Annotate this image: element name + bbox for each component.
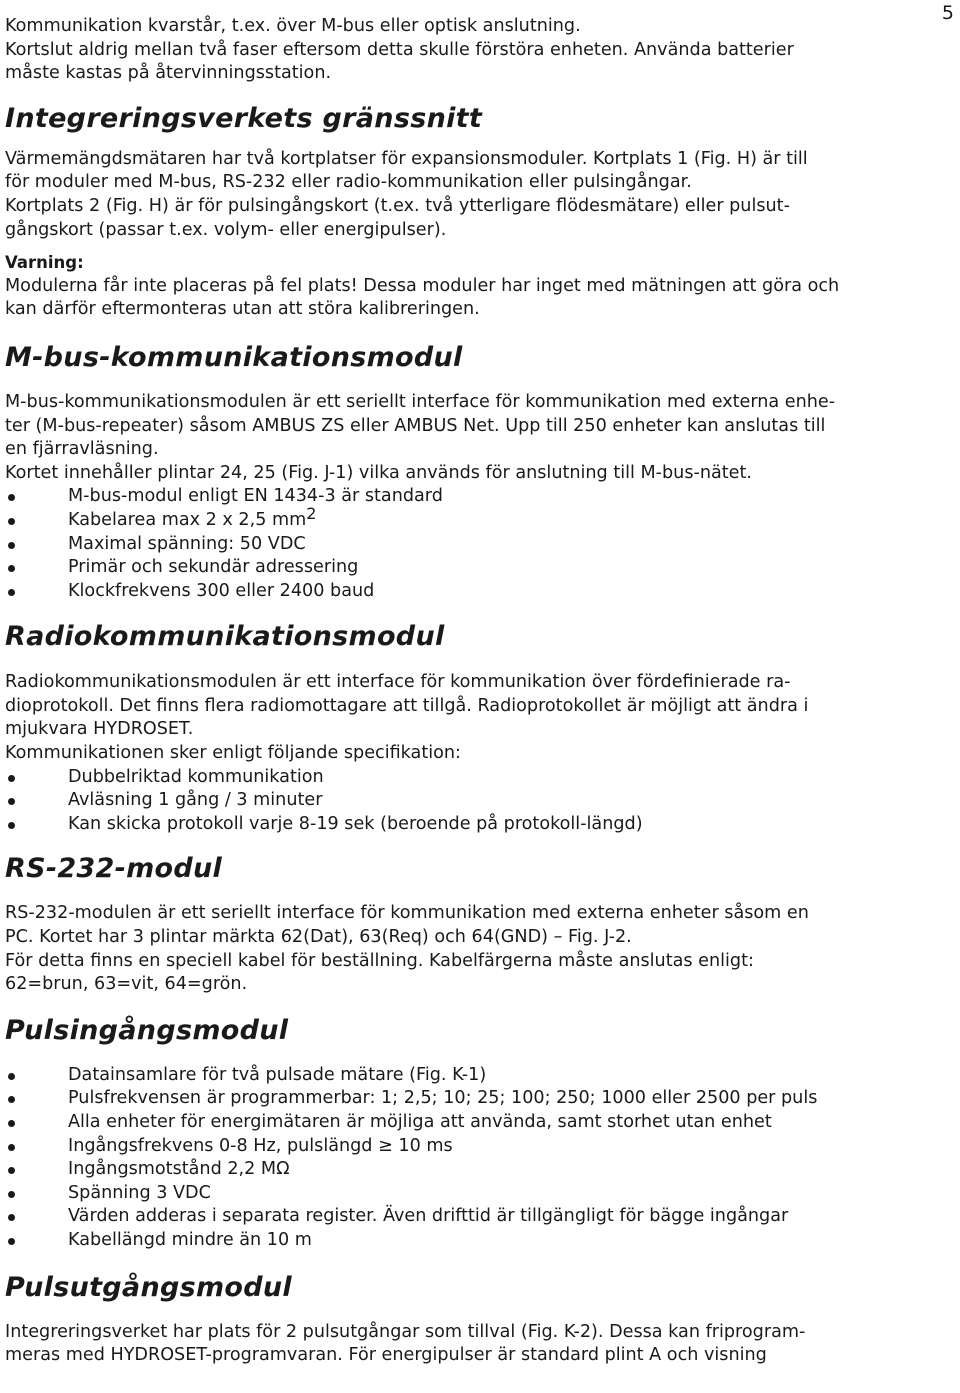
text-line: 62=brun, 63=vit, 64=grön. <box>5 974 248 995</box>
list-item: Kan skicka protokoll varje 8-19 sek (beroende på protokoll-längd) <box>5 813 940 837</box>
text-line: gångskort (passar t.ex. volym- eller energipulser). <box>5 219 447 240</box>
section-pulse-output-module <box>5 1271 940 1368</box>
text-line: PC. Kortet har 3 plintar märkta 62(Dat), 63(Req) och 64(GND) – Fig. J-2. <box>5 927 632 948</box>
section-heading: Radiokommunikationsmodul <box>5 621 445 653</box>
list-item: Datainsamlare för två pulsade mätare (Fig. K-1) <box>5 1064 940 1088</box>
list-item: Pulsfrekvensen är programmerbar: 1; 2,5; 10; 25; 100; 250; 1000 eller 2500 per puls <box>5 1087 940 1111</box>
text-line: För detta finns en speciell kabel för beställning. Kabelfärgerna måste anslutas enligt: <box>5 950 754 971</box>
list-item: Avläsning 1 gång / 3 minuter <box>5 789 940 813</box>
text-line: måste kastas på återvinningsstation. <box>5 63 332 84</box>
text-line: Kommunikation kvarstår, t.ex. över M-bus eller optisk anslutning. <box>5 16 581 36</box>
section-heading: Pulsingångsmodul <box>5 1014 289 1046</box>
text-line: meras med HYDROSET-programvaran. För energipulser är standard plint A och visning <box>5 1345 767 1366</box>
text-line: Kortslut aldrig mellan två faser eftersom detta skulle förstöra enheten. Använda batterier <box>5 39 794 60</box>
list-item: Primär och sekundär adressering <box>5 556 940 580</box>
warning-title: Varning: <box>5 253 84 273</box>
section-heading: Integreringsverkets gränssnitt <box>5 102 483 134</box>
list-item: Ingångsfrekvens 0-8 Hz, pulslängd ≥ 10 ms <box>5 1135 940 1159</box>
section-mbus-module <box>5 341 940 603</box>
superscript: 2 <box>306 503 317 523</box>
list-item: Kabellängd mindre än 10 m <box>5 1229 940 1253</box>
section-integration-interface <box>5 102 940 322</box>
text-line: mjukvara HYDROSET. <box>5 719 194 740</box>
list-item: Klockfrekvens 300 eller 2400 baud <box>5 580 940 604</box>
text-line: dioprotokoll. Det finns flera radiomottagare att tillgå. Radioprotokollet är möjligt att ändra i <box>5 695 809 716</box>
text-line: RS-232-modulen är ett seriellt interface för kommunikation med externa enheter såsom en <box>5 903 809 924</box>
list-item: M-bus-modul enligt EN 1434-3 är standard <box>5 485 940 509</box>
text-line: Kommunikationen sker enligt följande specifikation: <box>5 743 461 764</box>
intro-paragraph <box>5 0 940 86</box>
bullet-list <box>5 1064 940 1253</box>
bullet-list <box>5 485 940 603</box>
section-rs232-module <box>5 852 940 996</box>
list-item: Ingångsmotstånd 2,2 MΩ <box>5 1158 940 1182</box>
page-content <box>5 0 940 1368</box>
section-pulse-input-module <box>5 1014 940 1253</box>
text-line: Modulerna får inte placeras på fel plats! Dessa moduler har inget med mätningen att göra och <box>5 275 840 296</box>
section-radio-module <box>5 620 940 836</box>
bullet-list <box>5 766 940 837</box>
text-line: Integreringsverket har plats för 2 pulsutgångar som tillval (Fig. K-2). Dessa kan friprogram- <box>5 1321 806 1342</box>
text-line: Värmemängdsmätaren har två kortplatser för expansionsmoduler. Kortplats 1 (Fig. H) är till <box>5 148 808 169</box>
text-line: Radiokommunikationsmodulen är ett interface för kommunikation över fördefinierade ra- <box>5 672 791 693</box>
page-number: 5 <box>941 2 954 24</box>
text-line: för moduler med M-bus, RS-232 eller radio-kommunikation eller pulsingångar. <box>5 172 692 193</box>
list-item: Alla enheter för energimätaren är möjliga att använda, samt storhet utan enhet <box>5 1111 940 1135</box>
section-heading: M-bus-kommunikationsmodul <box>5 341 463 373</box>
text-line: Kortet innehåller plintar 24, 25 (Fig. J-1) vilka används för anslutning till M-bus-nätet. <box>5 462 752 483</box>
text-line: Kortplats 2 (Fig. H) är för pulsingångskort (t.ex. två ytterligare flödesmätare) eller pulsut- <box>5 195 790 216</box>
text-line: en fjärravläsning. <box>5 439 159 460</box>
text-line: kan därför eftermonteras utan att störa kalibreringen. <box>5 299 480 320</box>
text-line: ter (M-bus-repeater) såsom AMBUS ZS eller AMBUS Net. Upp till 250 enheter kan anslutas till <box>5 415 826 436</box>
section-heading: RS-232-modul <box>5 853 223 885</box>
list-item: Kabelarea max 2 x 2,5 $mm^2$ <box>5 509 940 533</box>
section-heading: Pulsutgångsmodul <box>5 1271 292 1303</box>
list-item: Dubbelriktad kommunikation <box>5 766 940 790</box>
list-item: Värden adderas i separata register. Även drifttid är tillgängligt för bägge ingångar <box>5 1205 940 1229</box>
text-line: M-bus-kommunikationsmodulen är ett seriellt interface för kommunikation med externa enhe- <box>5 391 836 412</box>
list-item: Maximal spänning: 50 VDC <box>5 533 940 557</box>
list-item: Spänning 3 VDC <box>5 1182 940 1206</box>
